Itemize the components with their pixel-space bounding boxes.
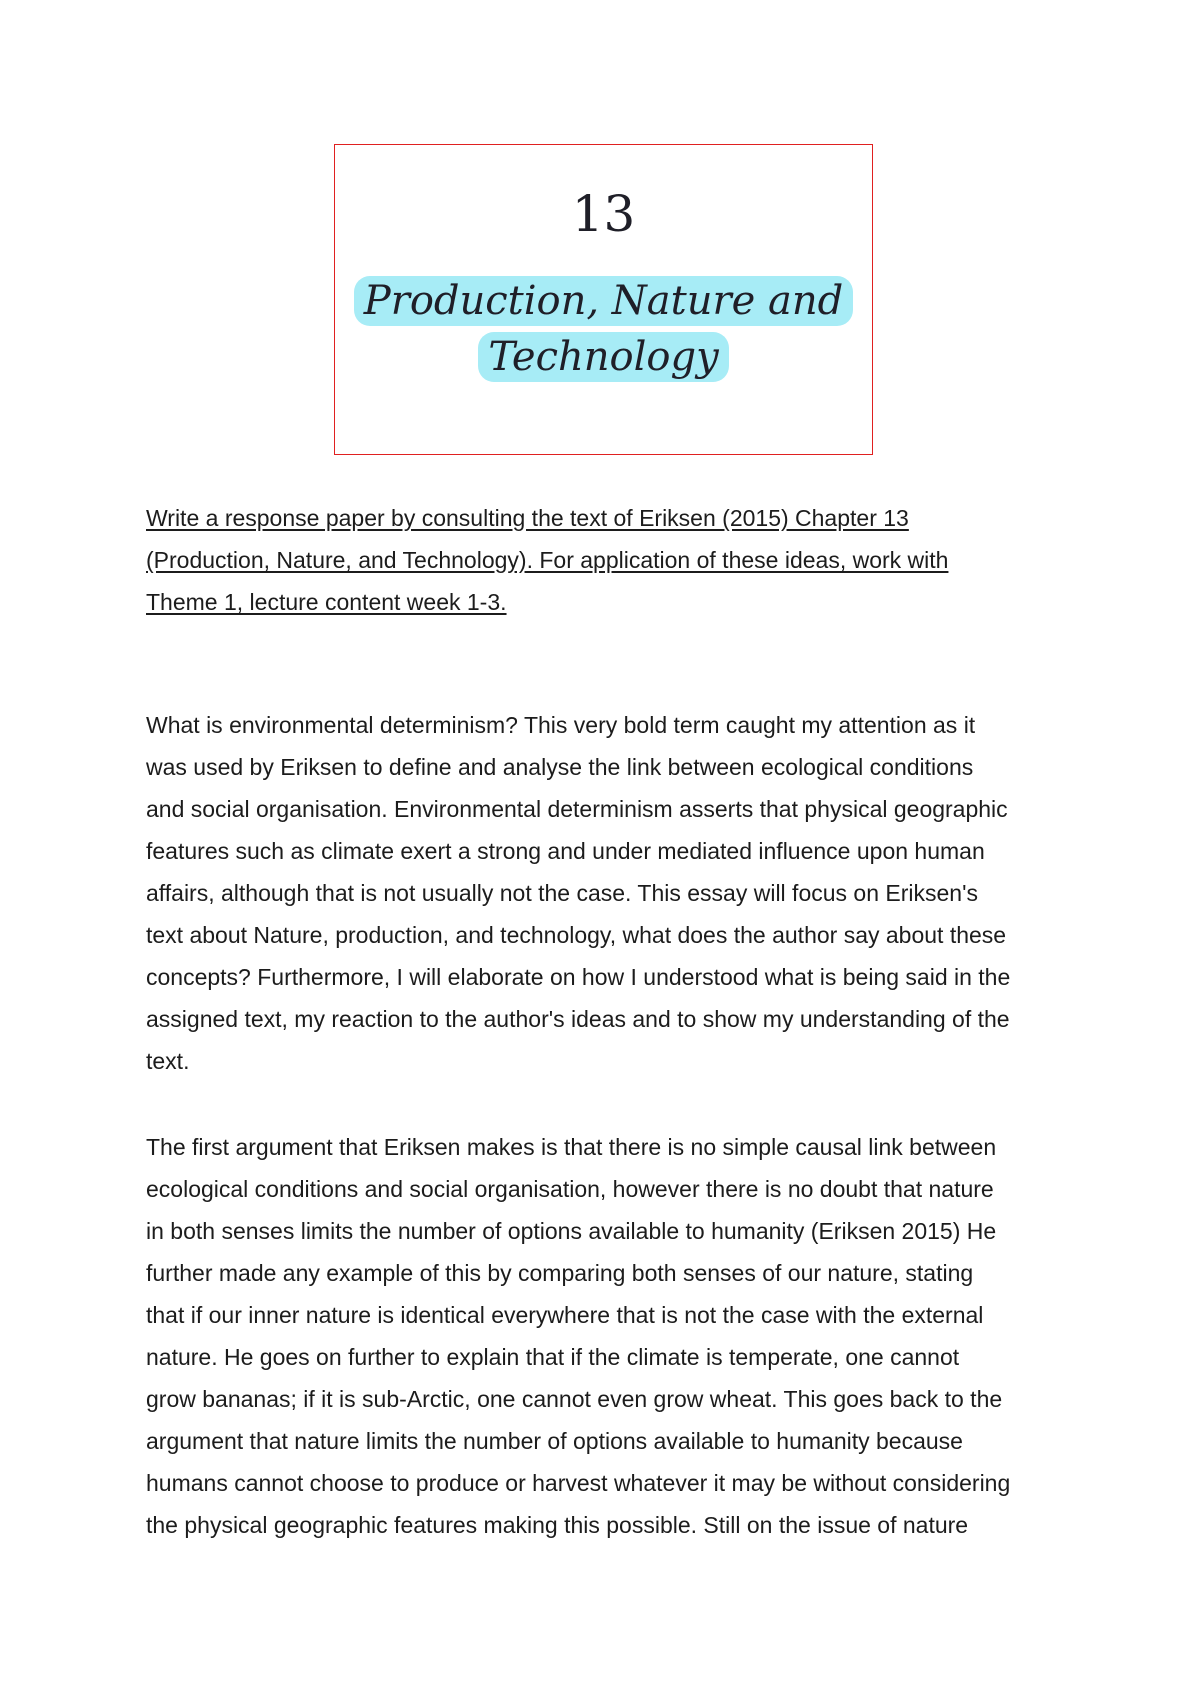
paragraph-line: argument that nature limits the number of options available to humanity because [146,1428,963,1454]
paragraph-line: The first argument that Eriksen makes is that there is no simple causal link between [146,1134,997,1160]
prompt-line: Theme 1, lecture content week 1-3. [146,589,507,615]
paragraph-line: further made any example of this by comparing both senses of our nature, stating [146,1260,974,1286]
paragraph-line: affairs, although that is not usually not the case. This essay will focus on Eriksen's [146,880,978,906]
assignment-prompt [146,497,1066,623]
paragraph-line: that if our inner nature is identical everywhere that is not the case with the external [146,1302,984,1328]
chapter-heading-image [334,144,873,455]
paragraph-line: was used by Eriksen to define and analyse the link between ecological conditions [146,754,974,780]
chapter-title-line-1: Production, Nature and [354,276,853,326]
prompt-line: Write a response paper by consulting the text of Eriksen (2015) Chapter 13 [146,505,909,531]
paragraph-line: What is environmental determinism? This very bold term caught my attention as it [146,712,976,738]
paragraph-line: humans cannot choose to produce or harvest whatever it may be without considering [146,1470,1011,1496]
paragraph-line: and social organisation. Environmental determinism asserts that physical geographic [146,796,1008,822]
chapter-title [335,273,872,385]
prompt-line: (Production, Nature, and Technology). For application of these ideas, work with [146,547,949,573]
paragraph-line: nature. He goes on further to explain that if the climate is temperate, one cannot [146,1344,960,1370]
paragraph-intro [146,704,1066,1082]
paragraph-line: assigned text, my reaction to the author's ideas and to show my understanding of the [146,1006,1010,1032]
paragraph-line: grow bananas; if it is sub-Arctic, one cannot even grow wheat. This goes back to the [146,1386,1003,1412]
paragraph-line: in both senses limits the number of options available to humanity (Eriksen 2015) He [146,1218,997,1244]
paragraph-line: concepts? Furthermore, I will elaborate on how I understood what is being said in the [146,964,1011,990]
paragraph-line: features such as climate exert a strong and under mediated influence upon human [146,838,985,864]
chapter-title-line-2: Technology [478,332,728,382]
paragraph-line: the physical geographic features making this possible. Still on the issue of nature [146,1512,969,1538]
paragraph-line: text about Nature, production, and technology, what does the author say about these [146,922,1007,948]
chapter-number: 13 [571,185,636,243]
paragraph-line: ecological conditions and social organisation, however there is no doubt that nature [146,1176,994,1202]
paragraph-first-argument [146,1126,1066,1546]
paragraph-line: text. [146,1048,190,1074]
